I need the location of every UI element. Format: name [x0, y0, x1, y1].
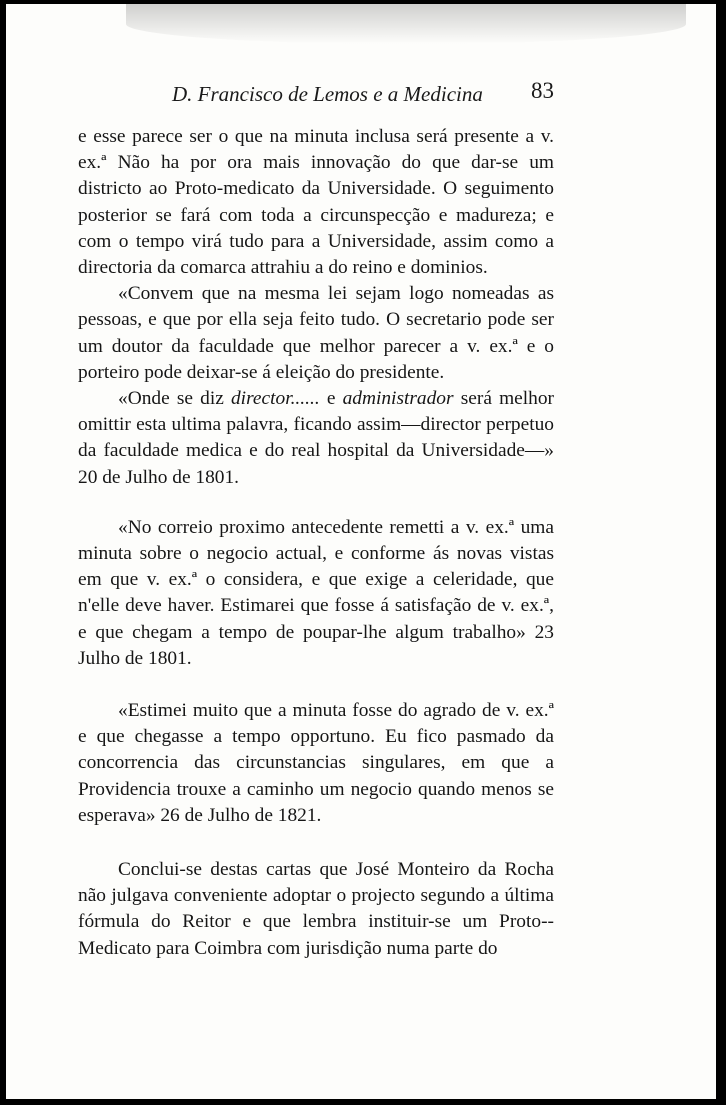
- p3-end: será melhor omittir esta ultima palavra, ficando assim—director perpetuo da faculdade medica e do real hospital da Universidade—» 20 de Julho de 1801.: [78, 388, 554, 488]
- paragraph-1: e esse parece ser o que na minuta inclusa será presente a v. ex.ª Não ha por ora mais innovação do que dar-se um districto ao Proto-medicato da Universidade. O seguimento posterior se fará com toda a circunspecção e madureza; e com o tempo virá tudo para a Universidade, assim como a directoria da comarca attrahiu a do reino e dominios.: [78, 126, 554, 279]
- p3-term-director: director......: [230, 388, 320, 410]
- paragraph-3: [78, 386, 554, 491]
- paragraph-2: «Convem que na mesma lei sejam logo nomeadas as pessoas, e que por ella seja feito tudo. O secretario pode ser um doutor da faculdade que melhor parecer a v. ex.ª e o porteiro pode deixar-se á eleição do presidente.: [78, 283, 554, 383]
- page-header: [78, 78, 554, 112]
- paragraph-6: Conclui-se destas cartas que José Monteiro da Rocha não julgava conveniente adoptar o projecto segundo a última fórmula do Reitor e que lembra instituir-se um Proto--Medicato para Coimbra com jurisdição numa parte do: [78, 859, 554, 959]
- page-number: 83: [531, 78, 554, 103]
- scan-shadow: [126, 4, 686, 44]
- running-title: D. Francisco de Lemos e a Medicina: [172, 82, 483, 106]
- paragraph-5: «Estimei muito que a minuta fosse do agrado de v. ex.ª e que chegasse a tempo opportuno. Eu fico pasmado da concorrencia das circunstancias singulares, em que a Providencia trouxe a caminho um negocio quando menos se esperava» 26 de Julho de 1821.: [78, 700, 554, 826]
- p3-start: «Onde se diz: [118, 388, 231, 410]
- body-text: [78, 124, 554, 962]
- paragraph-4: «No correio proximo antecedente remetti a v. ex.ª uma minuta sobre o negocio actual, e conforme ás novas vistas em que v. ex.ª o considera, e que exige a celeridade, que n'elle deve haver. Estimarei que fosse á satisfação de v. ex.ª, e que chegam a tempo de poupar-lhe algum trabalho» 23 Julho de 1801.: [78, 516, 554, 669]
- book-page: [6, 4, 716, 1099]
- p3-term-administrador: administrador: [342, 388, 454, 410]
- p3-mid: e: [319, 388, 343, 410]
